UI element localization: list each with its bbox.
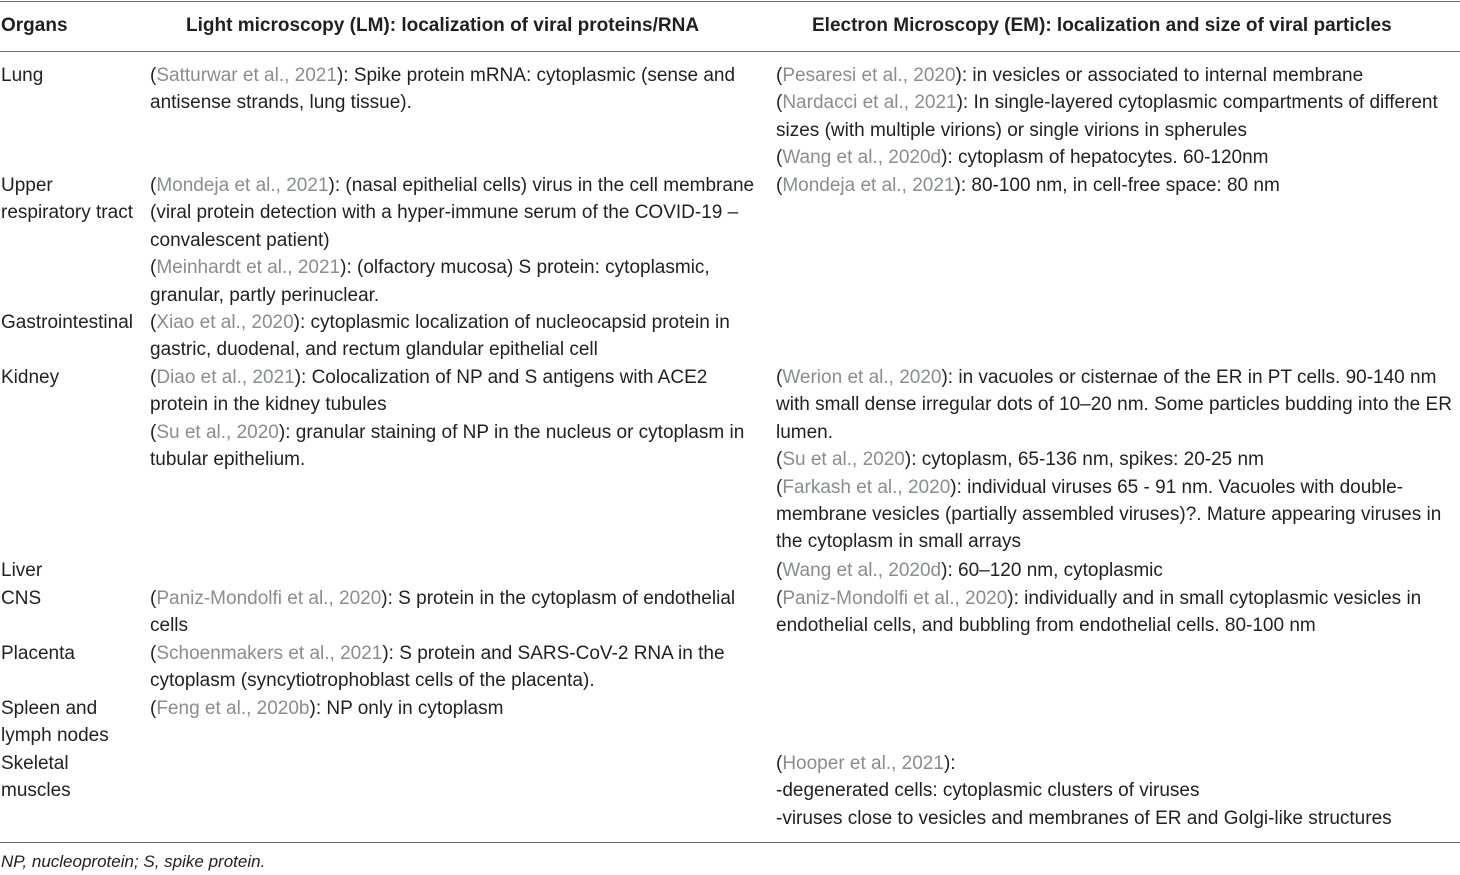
- citation-entry: (Feng et al., 2020b): NP only in cytoplasm: [150, 698, 504, 719]
- citation-text: -viruses close to vesicles and membranes of ER and Golgi-like structures: [776, 807, 1392, 829]
- organ-cell: CNS: [1, 588, 42, 609]
- citation-text: ): in vesicles or associated to internal membrane: [955, 65, 1364, 86]
- table-header-rule: [0, 51, 1460, 52]
- citation-link[interactable]: Mondeja et al., 2021: [782, 175, 955, 196]
- citation-link[interactable]: Pesaresi et al., 2020: [782, 65, 956, 86]
- citation-entry: (Farkash et al., 2020): individual viruses 65 - 91 nm. Vacuoles with double-membrane vesicles (partially assembled viruses)?. Mature appearing viruses in the cytoplasm in small arrays: [776, 476, 1442, 553]
- citation-entry: (Meinhardt et al., 2021): (olfactory mucosa) S protein: cytoplasmic, granular, partly perinuclear.: [150, 257, 710, 306]
- em-cell: [776, 364, 1460, 556]
- header-light-microscopy: Light microscopy (LM): localization of viral proteins/RNA: [186, 15, 700, 36]
- citation-text: ): In single-layered cytoplasmic compartments of different sizes (with multiple virions) or single virions in spherules: [776, 92, 1438, 141]
- citation-link[interactable]: Xiao et al., 2020: [156, 312, 294, 333]
- citation-entry: (Wang et al., 2020d): 60–120 nm, cytoplasmic: [776, 560, 1163, 581]
- table-top-rule: [0, 1, 1460, 2]
- citation-text: ): NP only in cytoplasm: [309, 698, 504, 719]
- lm-cell: [150, 62, 760, 117]
- citation-text: ): (nasal epithelial cells) virus in the cell membrane (viral protein detection with a hyper-immune serum of the COVID-19 –convalescent patient): [150, 175, 755, 251]
- citation-entry: (Paniz-Mondolfi et al., 2020): S protein in the cytoplasm of endothelial cells: [150, 588, 736, 637]
- table-bottom-rule: [0, 842, 1460, 843]
- citation-entry: (Su et al., 2020): cytoplasm, 65-136 nm, spikes: 20-25 nm: [776, 449, 1264, 471]
- citation-link[interactable]: Werion et al., 2020: [782, 367, 942, 388]
- organ-cell: Lung: [1, 65, 44, 86]
- citation-text: ):: [943, 753, 956, 774]
- citation-text: ): 80-100 nm, in cell-free space: 80 nm: [954, 175, 1280, 196]
- lm-cell: [150, 172, 760, 309]
- organ-cell: Spleen and lymph nodes: [1, 698, 109, 747]
- citation-link[interactable]: Nardacci et al., 2021: [782, 92, 957, 114]
- organ-cell: Gastrointestinal: [1, 312, 134, 333]
- lm-cell: [150, 364, 760, 474]
- lm-cell: [150, 309, 760, 364]
- citation-link[interactable]: Feng et al., 2020b: [156, 698, 310, 719]
- citation-text: ): granular staining of NP in the nucleus or cytoplasm in tubular epithelium.: [150, 421, 745, 471]
- citation-text: ): (olfactory mucosa) S protein: cytoplasmic, granular, partly perinuclear.: [150, 257, 710, 306]
- citation-link[interactable]: Su et al., 2020: [782, 449, 905, 471]
- header-organs: Organs: [1, 15, 68, 36]
- citation-text: ): Colocalization of NP and S antigens with ACE2 protein in the kidney tubules: [150, 367, 708, 416]
- citation-text: ): in vacuoles or cisternae of the ER in PT cells. 90-140 nm with small dense irregular dots of 10–20 nm. Some particles budding into the ER lumen.: [776, 367, 1452, 443]
- lm-cell: [150, 695, 760, 722]
- em-cell: [776, 172, 1460, 199]
- citation-entry: (Wang et al., 2020d): cytoplasm of hepatocytes. 60-120nm: [776, 147, 1269, 169]
- citation-entry: (Xiao et al., 2020): cytoplasmic localization of nucleocapsid protein in gastric, duodenal, and rectum glandular epithelial cell: [150, 312, 730, 361]
- em-cell: [776, 750, 1460, 832]
- citation-entry: (Mondeja et al., 2021): (nasal epithelial cells) virus in the cell membrane (viral protein detection with a hyper-immune serum of the COVID-19 –convalescent patient): [150, 175, 755, 251]
- citation-text: ): cytoplasm of hepatocytes. 60-120nm: [941, 147, 1269, 169]
- citation-text: ): Spike protein mRNA: cytoplasmic (sense and antisense strands, lung tissue).: [150, 65, 736, 114]
- citation-link[interactable]: Wang et al., 2020d: [782, 560, 942, 581]
- em-cell: [776, 62, 1460, 172]
- lm-cell: [150, 585, 760, 640]
- citation-text: ): S protein in the cytoplasm of endothelial cells: [150, 588, 736, 637]
- organ-cell: Kidney: [1, 367, 60, 388]
- citation-link[interactable]: Su et al., 2020: [156, 421, 279, 443]
- citation-link[interactable]: Schoenmakers et al., 2021: [156, 643, 383, 664]
- citation-entry: (Diao et al., 2021): Colocalization of NP and S antigens with ACE2 protein in the kidney tubules: [150, 367, 708, 416]
- citation-link[interactable]: Farkash et al., 2020: [782, 476, 951, 498]
- citation-text: ): individually and in small cytoplasmic vesicles in endothelial cells, and bubbling from endothelial cells. 80-100 nm: [776, 588, 1422, 637]
- table-footnote: NP, nucleoprotein; S, spike protein.: [1, 852, 266, 871]
- citation-text: ): S protein and SARS-CoV-2 RNA in the cytoplasm (syncytiotrophoblast cells of the placenta).: [150, 643, 725, 692]
- citation-link[interactable]: Wang et al., 2020d: [782, 147, 942, 169]
- citation-link[interactable]: Paniz-Mondolfi et al., 2020: [782, 588, 1008, 609]
- organ-cell: Upper respiratory tract: [1, 175, 133, 224]
- organ-cell: Placenta: [1, 643, 75, 664]
- citation-entry: (Nardacci et al., 2021): In single-layered cytoplasmic compartments of different sizes (with multiple virions) or single virions in spherules: [776, 92, 1438, 141]
- citation-text: ): cytoplasmic localization of nucleocapsid protein in gastric, duodenal, and rectum glandular epithelial cell: [150, 312, 730, 361]
- citation-link[interactable]: Mondeja et al., 2021: [156, 175, 329, 196]
- citation-entry: (Hooper et al., 2021):: [776, 753, 956, 774]
- citation-entry: (Werion et al., 2020): in vacuoles or cisternae of the ER in PT cells. 90-140 nm with small dense irregular dots of 10–20 nm. Some particles budding into the ER lumen.: [776, 367, 1452, 443]
- citation-link[interactable]: Paniz-Mondolfi et al., 2020: [156, 588, 382, 609]
- em-cell: [776, 557, 1460, 584]
- citation-text: -degenerated cells: cytoplasmic clusters of viruses: [776, 780, 1200, 802]
- citation-entry: [776, 777, 1460, 804]
- citation-text: ): cytoplasm, 65-136 nm, spikes: 20-25 nm: [904, 449, 1264, 471]
- citation-entry: (Paniz-Mondolfi et al., 2020): individually and in small cytoplasmic vesicles in endothelial cells, and bubbling from endothelial cells. 80-100 nm: [776, 588, 1422, 637]
- citation-entry: (Pesaresi et al., 2020): in vesicles or associated to internal membrane: [776, 65, 1364, 86]
- citation-text: ): 60–120 nm, cytoplasmic: [941, 560, 1163, 581]
- citation-entry: (Mondeja et al., 2021): 80-100 nm, in cell-free space: 80 nm: [776, 175, 1280, 196]
- citation-link[interactable]: Meinhardt et al., 2021: [156, 257, 341, 279]
- organ-cell: Skeletal muscles: [1, 753, 71, 802]
- citation-link[interactable]: Diao et al., 2021: [156, 367, 295, 388]
- citation-text: ): individual viruses 65 - 91 nm. Vacuoles with double-membrane vesicles (partially assembled viruses)?. Mature appearing viruses in the cytoplasm in small arrays: [776, 476, 1442, 553]
- citation-entry: [776, 805, 1460, 832]
- citation-entry: (Su et al., 2020): granular staining of NP in the nucleus or cytoplasm in tubular epithelium.: [150, 421, 745, 471]
- citation-entry: (Satturwar et al., 2021): Spike protein mRNA: cytoplasmic (sense and antisense strands, lung tissue).: [150, 65, 736, 114]
- em-cell: [776, 585, 1460, 640]
- lm-cell: [150, 640, 760, 695]
- citation-link[interactable]: Satturwar et al., 2021: [156, 65, 337, 86]
- citation-link[interactable]: Hooper et al., 2021: [782, 753, 944, 774]
- header-electron-microscopy: Electron Microscopy (EM): localization and size of viral particles: [812, 15, 1392, 36]
- citation-entry: (Schoenmakers et al., 2021): S protein and SARS-CoV-2 RNA in the cytoplasm (syncytiotrophoblast cells of the placenta).: [150, 643, 725, 692]
- organ-cell: Liver: [1, 560, 43, 581]
